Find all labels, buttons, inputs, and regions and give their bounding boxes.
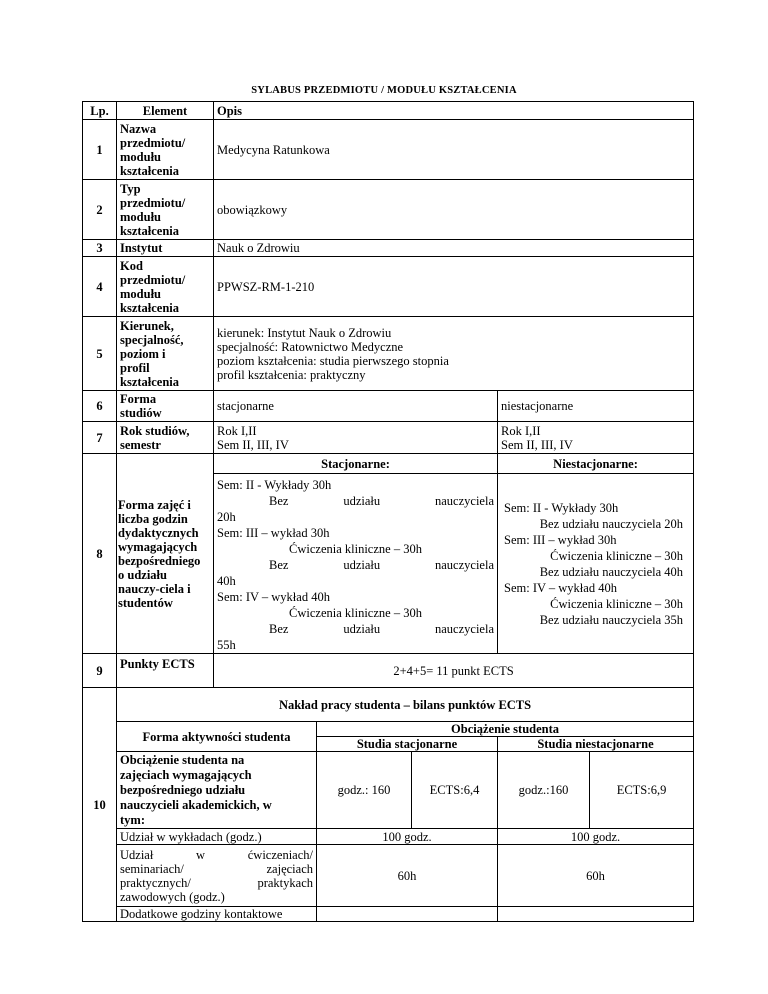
element-line: liczba godzin	[118, 511, 188, 526]
niestac-ects-cell: ECTS:6,9	[590, 752, 694, 829]
table-row	[83, 654, 694, 688]
row-element	[117, 454, 214, 654]
stac-ects-cell: ECTS:6,4	[412, 752, 498, 829]
obciazenie-header: Obciążenie studenta	[317, 722, 694, 737]
table-row	[83, 752, 694, 829]
element-line: modułu	[120, 286, 161, 301]
row-opis	[214, 317, 694, 391]
row-number: 8	[83, 454, 117, 654]
label-line: seminariach/ zajęciach	[120, 861, 313, 876]
niestac-value-cell: 100 godz.	[498, 829, 694, 845]
element-line: przedmiotu/	[120, 135, 186, 150]
schedule-line: Bez udziału nauczyciela	[269, 622, 494, 636]
stacjonarne-cell: stacjonarne	[214, 391, 498, 422]
niestac-value-cell: 60h	[498, 845, 694, 907]
row-number: 9	[83, 654, 117, 688]
stacjonarne-cell	[214, 422, 498, 454]
schedule-line: Ćwiczenia kliniczne – 30h	[550, 596, 684, 611]
stac-value-cell: 100 godz.	[317, 829, 498, 845]
rok-line: Rok I,II	[217, 423, 257, 438]
label-line: praktycznych/ praktykach	[120, 875, 313, 890]
element-line: Typ	[120, 181, 141, 196]
schedule-line: Bez udziału nauczyciela	[269, 558, 494, 572]
row-number: 10	[83, 688, 117, 922]
row-opis: Medycyna Ratunkowa	[214, 120, 694, 180]
element-line: kształcenia	[120, 223, 180, 238]
element-line: przedmiotu/	[120, 195, 186, 210]
row-number: 4	[83, 257, 117, 317]
element-line: Nazwa	[120, 121, 157, 136]
table-row	[83, 180, 694, 240]
schedule-line: Bez udziału nauczyciela 20h	[539, 516, 684, 531]
stacjonarne-schedule	[214, 474, 498, 654]
niestacjonarne-schedule	[498, 474, 694, 654]
table-row	[83, 422, 694, 454]
niestac-value-cell	[498, 907, 694, 922]
schedule-line: Sem: IV – wykład 40h	[504, 580, 617, 595]
element-line: profil	[120, 360, 150, 375]
niestacjonarne-cell	[498, 422, 694, 454]
element-line: dydaktycznych	[118, 525, 199, 540]
table-header-row	[83, 102, 694, 120]
row-number: 1	[83, 120, 117, 180]
element-line: Forma	[120, 392, 157, 406]
niestacjonarne-header: Niestacjonarne:	[498, 454, 694, 474]
rok-line: Rok I,II	[501, 423, 541, 438]
niestacjonarne-cell: niestacjonarne	[498, 391, 694, 422]
row-number: 5	[83, 317, 117, 391]
table-row	[83, 120, 694, 180]
opis-line: profil kształcenia: praktyczny	[217, 367, 366, 382]
opis-line: specjalność: Ratownictwo Medyczne	[217, 339, 404, 354]
header-lp: Lp.	[83, 102, 117, 120]
schedule-line: 55h	[217, 638, 236, 652]
stac-value-cell	[317, 907, 498, 922]
row-element: Punkty ECTS	[117, 654, 214, 688]
schedule-line: Sem: III – wykład 30h	[504, 532, 617, 547]
row-opis: 2+4+5= 11 punkt ECTS	[214, 654, 694, 688]
section10-title: Nakład pracy studenta – bilans punktów ECTS	[117, 688, 694, 722]
element-line: kształcenia	[120, 374, 180, 389]
activity-label	[117, 845, 317, 907]
label-line: zajęciach wymagających	[120, 767, 252, 782]
row-opis: Nauk o Zdrowiu	[214, 240, 694, 257]
sem-line: Sem II, III, IV	[501, 437, 573, 452]
forma-header: Forma aktywności studenta	[117, 722, 317, 752]
element-line: o udziału	[118, 567, 167, 582]
row-element	[117, 257, 214, 317]
table-row	[83, 845, 694, 907]
activity-label: Udział w wykładach (godz.)	[117, 829, 317, 845]
element-line: semestr	[120, 437, 161, 452]
element-line: przedmiotu/	[120, 272, 186, 287]
stac-value-cell: 60h	[317, 845, 498, 907]
table-row	[83, 454, 694, 474]
schedule-line: Ćwiczenia kliniczne – 30h	[289, 542, 422, 556]
element-line: poziom i	[120, 346, 166, 361]
row-element	[117, 120, 214, 180]
label-line: Udział w ćwiczeniach/	[120, 847, 313, 862]
element-line: wymagających	[118, 539, 198, 554]
header-opis: Opis	[214, 102, 694, 120]
schedule-line: 40h	[217, 574, 236, 588]
row-element	[117, 180, 214, 240]
table-row	[83, 907, 694, 922]
schedule-line: Ćwiczenia kliniczne – 30h	[289, 606, 422, 620]
table-row	[83, 722, 694, 737]
niestac-godz-cell: godz.:160	[498, 752, 590, 829]
studia-niestacjonarne-header: Studia niestacjonarne	[498, 737, 694, 752]
element-line: Kierunek,	[120, 318, 174, 333]
row-element	[117, 422, 214, 454]
schedule-line: Sem: II - Wykłady 30h	[217, 478, 332, 492]
element-line: modułu	[120, 209, 161, 224]
element-line: kształcenia	[120, 163, 180, 178]
opis-line: kierunek: Instytut Nauk o Zdrowiu	[217, 325, 392, 340]
element-line: Instytut	[120, 241, 163, 255]
element-line: Rok studiów,	[120, 423, 190, 438]
row-element	[117, 240, 214, 257]
row-number: 7	[83, 422, 117, 454]
schedule-line: Sem: II - Wykłady 30h	[504, 500, 619, 515]
element-line: Kod	[120, 258, 143, 273]
schedule-line: Ćwiczenia kliniczne – 30h	[550, 548, 684, 563]
row-opis: obowiązkowy	[214, 180, 694, 240]
label-line: bezpośredniego udziału	[120, 782, 246, 797]
page-title: SYLABUS PRZEDMIOTU / MODUŁU KSZTAŁCENIA	[251, 85, 517, 96]
element-line: studentów	[118, 595, 173, 610]
table-row	[83, 257, 694, 317]
row-number: 6	[83, 391, 117, 422]
table-row	[83, 688, 694, 722]
schedule-line: Sem: IV – wykład 40h	[217, 590, 330, 604]
sem-line: Sem II, III, IV	[217, 437, 289, 452]
table-row	[83, 317, 694, 391]
label-line: zawodowych (godz.)	[120, 889, 225, 904]
label-line: tym:	[120, 812, 145, 827]
row-number: 3	[83, 240, 117, 257]
header-element: Element	[117, 102, 214, 120]
schedule-line: Bez udziału nauczyciela	[269, 494, 494, 508]
element-line: studiów	[120, 406, 162, 420]
opis-line: poziom kształcenia: studia pierwszego stopnia	[217, 353, 449, 368]
schedule-line: Bez udziału nauczyciela 40h	[539, 564, 684, 579]
label-line: nauczycieli akademickich, w	[120, 797, 272, 812]
element-line: Forma zajęć i	[118, 497, 191, 512]
row-element	[117, 317, 214, 391]
table-row	[83, 829, 694, 845]
syllabus-table	[82, 101, 694, 922]
element-line: bezpośredniego	[118, 553, 201, 568]
element-line: modułu	[120, 149, 161, 164]
schedule-line: Bez udziału nauczyciela 35h	[539, 612, 684, 627]
activity-label: Dodatkowe godziny kontaktowe	[117, 907, 317, 922]
label-line: Obciążenie studenta na	[120, 752, 245, 767]
studia-stacjonarne-header: Studia stacjonarne	[317, 737, 498, 752]
stacjonarne-header: Stacjonarne:	[214, 454, 498, 474]
row-element	[117, 391, 214, 422]
table-row	[83, 391, 694, 422]
element-line: kształcenia	[120, 300, 180, 315]
element-line: nauczy-ciela i	[118, 581, 191, 596]
row-number: 2	[83, 180, 117, 240]
row-opis: PPWSZ-RM-1-210	[214, 257, 694, 317]
schedule-line: 20h	[217, 510, 236, 524]
activity-label	[117, 752, 317, 829]
stac-godz-cell: godz.: 160	[317, 752, 412, 829]
element-line: specjalność,	[120, 332, 184, 347]
table-row	[83, 240, 694, 257]
schedule-line: Sem: III – wykład 30h	[217, 526, 330, 540]
